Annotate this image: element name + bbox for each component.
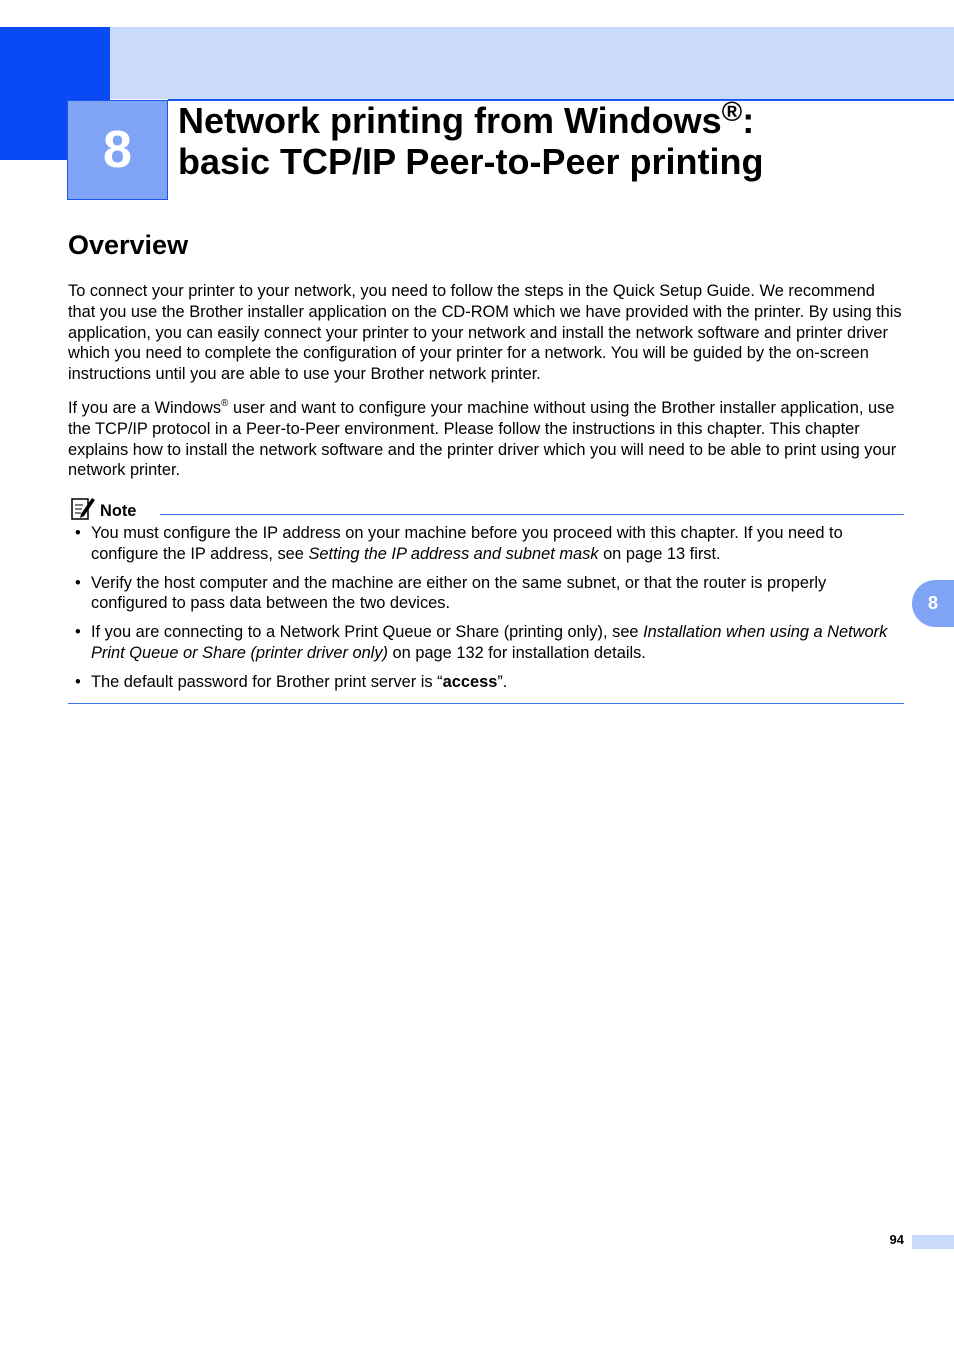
note-list: [68, 523, 904, 701]
note-rule-bottom: [68, 703, 904, 704]
page-number: 94: [889, 1232, 904, 1247]
bullet: •: [75, 623, 81, 642]
note-pencil-icon: [70, 495, 96, 521]
header-light-band: [110, 27, 954, 99]
chapter-title: [178, 96, 918, 182]
overview-paragraph-2: [68, 398, 904, 481]
paragraph2-start: If you are a Windows: [68, 399, 222, 417]
paragraph2-rest: user and want to configure your machine without using the Brother installer application, use the TCP/IP protocol in a Peer-to-Peer environment. Please follow the instructions in this chapter. This chapter explains how to install the network software and the printer driver which you will need to be able to print using your network printer.: [68, 399, 897, 480]
bullet: •: [75, 573, 81, 592]
chapter-title-line2: basic TCP/IP Peer-to-Peer printing: [178, 141, 764, 182]
note-item: • Verify the host computer and the machine are either on the same subnet, or that the router is properly configured to pass data between the two devices.: [75, 573, 827, 613]
registered-mark: ®: [221, 398, 229, 409]
cross-reference-link[interactable]: Setting the IP address and subnet mask: [308, 544, 599, 563]
note-label: Note: [100, 502, 137, 520]
page-number-bar: [912, 1235, 954, 1249]
note-item: • You must configure the IP address on your machine before you proceed with this chapter. If you need to configure the IP address, see Setting the IP address and subnet mask on page 13 first.: [75, 524, 843, 563]
overview-paragraph-1: To connect your printer to your network, you need to follow the steps in the Quick Setup Guide. We recommend that you use the Brother installer application on the CD-ROM which we have provided with the printer. By using this application, you can easily connect your printer to your network and install the network software and printer driver which you need to complete the configuration of your printer for a network. You will be guided by the on-screen instructions until you are able to use your Brother network printer.: [68, 282, 902, 384]
note-item: • If you are connecting to a Network Print Queue or Share (printing only), see Installation when using a Network Print Queue or Share (printer driver only) on page 132 for installation details.: [75, 623, 888, 662]
chapter-title-colon: :: [742, 100, 755, 141]
bullet: •: [75, 672, 81, 691]
bullet: •: [75, 524, 81, 542]
chapter-side-tab[interactable]: [912, 580, 954, 627]
note-item: • The default password for Brother print server is “access”.: [75, 672, 508, 691]
default-password: access: [442, 672, 498, 691]
cross-reference-link[interactable]: Installation when using a Network Print Queue or Share (printer driver only): [91, 623, 888, 662]
section-title: Overview: [68, 230, 189, 260]
note-rule-top: [160, 514, 904, 515]
chapter-number-box: [67, 100, 168, 200]
note-header: [70, 495, 136, 521]
side-tab-label: 8: [927, 593, 938, 613]
registered-mark: ®: [721, 96, 743, 127]
chapter-number: 8: [103, 121, 132, 179]
chapter-title-line1: Network printing from Windows: [178, 100, 722, 141]
